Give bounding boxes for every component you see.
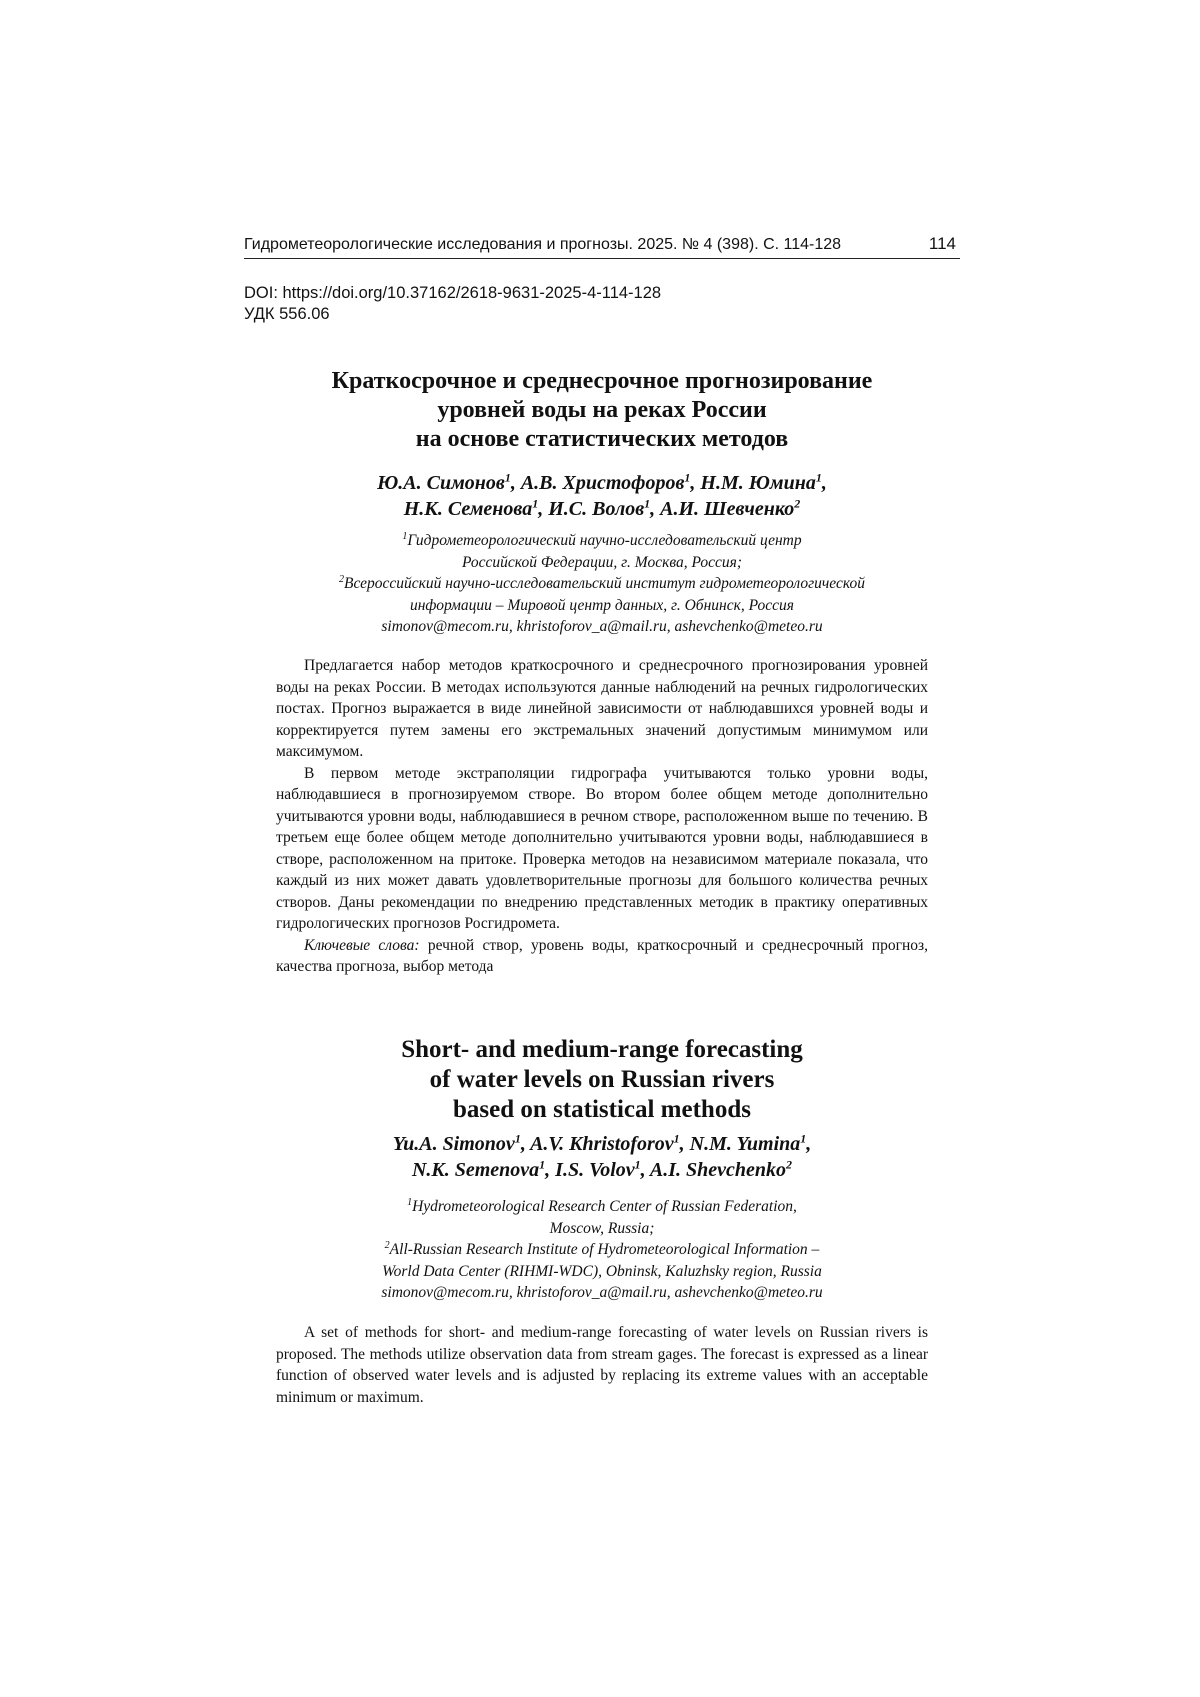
author-affil: 1 — [684, 470, 691, 485]
en-affiliations — [276, 1196, 928, 1304]
abstract-paragraph: Предлагается набор методов краткосрочного и среднесрочного прогнозирования уровней воды на реках России. В методах используются данные наблюдений на речных гидрологических постах. Прогноз выражается в виде линейной зависимости от наблюдавшихся уровней воды и корректируется путем замены его экстремальных значений допустимым минимумом или максимумом. — [276, 657, 928, 760]
abstract-paragraph: A set of methods for short- and medium-range forecasting of water levels on Russian rivers is proposed. The methods utilize observation data from stream gages. The forecast is expressed as a linear function of observed water levels and is adjusted by replacing its extreme values with an acceptable minimum or maximum. — [276, 1324, 928, 1406]
author-affil: 1 — [504, 470, 511, 485]
keywords-label: Ключевые слова: — [304, 936, 420, 954]
ru-abstract — [276, 655, 928, 978]
author-affil: 1 — [800, 1131, 807, 1146]
en-abstract — [276, 1322, 928, 1408]
author-name: I.S. Volov — [555, 1159, 635, 1181]
author-affil: 1 — [532, 496, 539, 511]
author-affil: 1 — [815, 470, 822, 485]
affil-line: Гидрометеорологический научно-исследовательский центр — [407, 532, 802, 549]
keywords-text: речной створ, уровень воды, краткосрочный и среднесрочный прогноз, качества прогноза, выбор метода — [276, 936, 928, 975]
en-title — [276, 1035, 928, 1125]
author-name: А.В. Христофоров — [520, 472, 685, 494]
author-affil: 2 — [794, 496, 801, 511]
abstract-paragraph: В первом методе экстраполяции гидрографа учитываются только уровни воды, наблюдавшиеся в прогнозируемом створе. Во втором более общем методе дополнительно учитываются уровни воды, наблюдавшиеся в речном створе, расположенном выше по течению. В третьем еще более общем методе дополнительно учитываются уровни воды, наблюдавшиеся в створе, расположенном на притоке. Проверка методов на независимом материале показала, что каждый из них может давать удовлетворительные прогнозы для большого количества речных створов. Даны рекомендации по внедрению представленных методик в практику оперативных гидрологических прогнозов Росгидромета. — [276, 764, 928, 932]
affil-line: Hydrometeorological Research Center of Russian Federation, — [412, 1198, 797, 1215]
en-title-line: based on statistical methods — [453, 1096, 751, 1123]
ru-title-line: на основе статистических методов — [415, 426, 789, 452]
affil-line: Всероссийский научно-исследовательский институт гидрометеорологической — [344, 575, 865, 592]
affil-marker: 1 — [402, 530, 408, 542]
author-affil: 1 — [539, 1157, 546, 1172]
affil-line: Moscow, Russia; — [549, 1219, 655, 1237]
affil-line: All-Russian Research Institute of Hydrometeorological Information – — [389, 1241, 820, 1258]
affil-marker: 1 — [407, 1196, 413, 1208]
author-affil: 1 — [514, 1131, 521, 1146]
author-name: Ю.А. Симонов — [377, 472, 505, 494]
affil-marker: 2 — [384, 1239, 390, 1251]
affil-line: World Data Center (RIHMI-WDC), Obninsk, Kaluzhsky region, Russia — [382, 1262, 822, 1280]
author-name: И.С. Волов — [548, 498, 645, 520]
author-name: Н.М. Юмина — [700, 472, 816, 494]
ru-authors: Ю.А. Симонов$^1$, А.В. Христофоров$^1$, Н.М. Юмина$^1$, Н.К. Семенова$^1$, И.С. Волов$^1$, А.И. Шевченко$^2$ — [377, 470, 827, 520]
ru-affiliations — [276, 530, 928, 638]
author-name: Yu.A. Simonov — [392, 1133, 515, 1155]
identifiers — [244, 283, 661, 325]
journal-citation: Гидрометеорологические исследования и прогнозы. 2025. № 4 (398). С. 114-128 — [244, 236, 842, 253]
doi-link[interactable]: DOI: https://doi.org/10.37162/2618-9631-2025-4-114-128 — [244, 284, 662, 302]
author-affil: 2 — [786, 1157, 793, 1172]
author-affil: 1 — [634, 1157, 641, 1172]
affil-line: информации – Мировой центр данных, г. Обнинск, Россия — [409, 596, 794, 614]
ru-title — [276, 367, 928, 454]
author-name: N.M. Yumina — [689, 1133, 801, 1155]
author-name: А.И. Шевченко — [660, 498, 795, 520]
affil-line: Российской Федерации, г. Москва, Россия; — [461, 553, 743, 571]
author-name: A.V. Khristoforov — [530, 1133, 674, 1155]
en-title-line: of water levels on Russian rivers — [429, 1066, 775, 1093]
affil-marker: 2 — [339, 573, 344, 585]
en-emails[interactable]: simonov@mecom.ru, khristoforov_a@mail.ru, ashevchenko@meteo.ru — [381, 1284, 823, 1301]
author-name: A.I. Shevchenko — [649, 1159, 787, 1181]
udc-code: УДК 556.06 — [244, 305, 330, 323]
author-affil: 1 — [644, 496, 651, 511]
author-name: N.K. Semenova — [411, 1159, 540, 1181]
en-authors: Yu.A. Simonov$^1$, A.V. Khristoforov$^1$, N.M. Yumina$^1$, N.K. Semenova$^1$, I.S. Volov$^1$, A.I. Shevchenko$^2$ — [392, 1131, 812, 1181]
ru-title-line: уровней воды на реках России — [437, 397, 767, 423]
ru-title-line: Краткосрочное и среднесрочное прогнозирование — [331, 368, 873, 394]
author-affil: 1 — [673, 1131, 680, 1146]
running-header — [244, 234, 960, 259]
ru-emails[interactable]: simonov@mecom.ru, khristoforov_a@mail.ru, ashevchenko@meteo.ru — [381, 618, 823, 635]
author-name: Н.К. Семенова — [403, 498, 533, 520]
page-number: 114 — [928, 234, 956, 253]
en-title-line: Short- and medium-range forecasting — [401, 1036, 803, 1063]
keywords — [276, 935, 928, 978]
